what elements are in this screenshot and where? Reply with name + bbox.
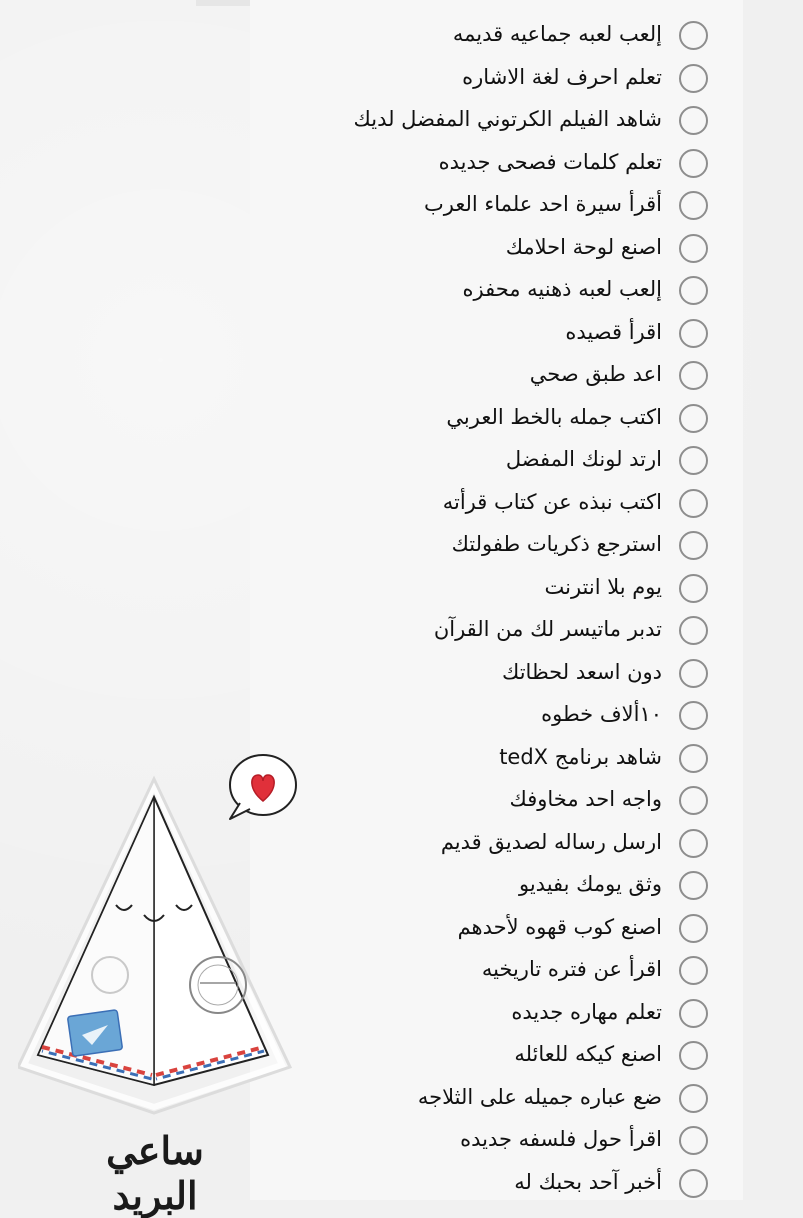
checkbox-circle-icon[interactable]	[679, 786, 708, 815]
checkbox-circle-icon[interactable]	[679, 956, 708, 985]
checklist-item-label: استرجع ذكريات طفولتك	[451, 532, 662, 556]
checkbox-circle-icon[interactable]	[679, 999, 708, 1028]
speech-bubble-icon	[230, 755, 296, 819]
checkbox-circle-icon[interactable]	[679, 276, 708, 305]
checkbox-circle-icon[interactable]	[679, 234, 708, 263]
checkbox-circle-icon[interactable]	[679, 1041, 708, 1070]
checklist-item[interactable]	[250, 696, 710, 739]
checklist-item[interactable]	[250, 314, 710, 357]
checklist-item-label: اصنع كوب قهوه لأحدهم	[457, 914, 662, 939]
checkbox-circle-icon[interactable]	[679, 1126, 708, 1155]
checkbox-circle-icon[interactable]	[679, 489, 708, 518]
checkbox-circle-icon[interactable]	[679, 744, 708, 773]
paper-airplane-icon	[18, 735, 318, 1185]
checklist-item-label: اصنع كيكه للعائله	[514, 1042, 662, 1066]
checklist-item[interactable]	[250, 484, 710, 527]
checkbox-circle-icon[interactable]	[679, 64, 708, 93]
checklist-item-label: يوم بلا انترنت	[544, 574, 662, 599]
checkbox-circle-icon[interactable]	[679, 701, 708, 730]
checklist-item-label: أقرأ سيرة احد علماء العرب	[424, 192, 662, 216]
checklist-item[interactable]	[250, 229, 710, 272]
checklist-item[interactable]	[250, 356, 710, 399]
checklist-item[interactable]	[250, 781, 710, 824]
checklist-item-label: تعلم مهاره جديده	[511, 999, 662, 1024]
checklist-item[interactable]	[250, 994, 710, 1037]
checklist-item-label: أخبر آحد بحبك له	[514, 1169, 662, 1194]
checkbox-circle-icon[interactable]	[679, 319, 708, 348]
checklist-item[interactable]	[250, 866, 710, 909]
checklist-item[interactable]	[250, 399, 710, 442]
checklist	[250, 16, 710, 1206]
checklist-item[interactable]	[250, 1121, 710, 1164]
checklist-item-label: اقرأ حول فلسفه جديده	[460, 1127, 662, 1151]
checklist-item-label: شاهد الفيلم الكرتوني المفضل لديك	[353, 107, 662, 131]
checklist-item[interactable]	[250, 739, 710, 782]
paper-airplane-illustration	[18, 735, 318, 1185]
checklist-item-label: واجه احد مخاوفك	[509, 787, 662, 811]
checklist-item[interactable]	[250, 909, 710, 952]
checkbox-circle-icon[interactable]	[679, 531, 708, 560]
checklist-item[interactable]	[250, 186, 710, 229]
checklist-item-label: ١٠ألاف خطوه	[541, 702, 662, 726]
checkbox-circle-icon[interactable]	[679, 1084, 708, 1113]
checklist-item[interactable]	[250, 144, 710, 187]
checkbox-circle-icon[interactable]	[679, 446, 708, 475]
checklist-item[interactable]	[250, 441, 710, 484]
checkbox-circle-icon[interactable]	[679, 616, 708, 645]
checkbox-circle-icon[interactable]	[679, 829, 708, 858]
checklist-item-label: اكتب نبذه عن كتاب قرأته	[442, 489, 662, 514]
checklist-item[interactable]	[250, 526, 710, 569]
checklist-item[interactable]	[250, 569, 710, 612]
checklist-item[interactable]	[250, 16, 710, 59]
checkbox-circle-icon[interactable]	[679, 191, 708, 220]
checkbox-circle-icon[interactable]	[679, 106, 708, 135]
checklist-item-label: إلعب لعبه ذهنيه محفزه	[462, 277, 662, 301]
checklist-item[interactable]	[250, 1036, 710, 1079]
checklist-item-label: وثق يومك بفيديو	[518, 872, 662, 896]
checkbox-circle-icon[interactable]	[679, 404, 708, 433]
checklist-item-label: شاهد برنامج tedX	[499, 744, 662, 769]
checklist-item[interactable]	[250, 824, 710, 867]
checklist-item-label: تعلم كلمات فصحى جديده	[438, 149, 662, 174]
checklist-item-label: اعد طبق صحي	[529, 362, 662, 386]
checkbox-circle-icon[interactable]	[679, 659, 708, 688]
checkbox-circle-icon[interactable]	[679, 871, 708, 900]
checklist-item[interactable]	[250, 101, 710, 144]
checkbox-circle-icon[interactable]	[679, 149, 708, 178]
checklist-item-label: إلعب لعبه جماعيه قديمه	[452, 22, 662, 46]
checklist-item[interactable]	[250, 1079, 710, 1122]
checklist-item[interactable]	[250, 611, 710, 654]
checklist-item-label: اقرأ قصيده	[565, 319, 662, 344]
checkbox-circle-icon[interactable]	[679, 21, 708, 50]
checkbox-circle-icon[interactable]	[679, 361, 708, 390]
checklist-item-label: ارسل رساله لصديق قديم	[440, 829, 662, 854]
checklist-item-label: اصنع لوحة احلامك	[505, 234, 662, 259]
checklist-item-label: اكتب جمله بالخط العربي	[446, 404, 662, 429]
checkbox-circle-icon[interactable]	[679, 1169, 708, 1198]
checklist-item[interactable]	[250, 271, 710, 314]
checklist-item-label: تدبر ماتيسر لك من القرآن	[433, 617, 662, 641]
checklist-item[interactable]	[250, 951, 710, 994]
checkbox-circle-icon[interactable]	[679, 914, 708, 943]
illustration-caption: ساعي البريد	[106, 1128, 204, 1218]
checklist-item[interactable]	[250, 59, 710, 102]
checklist-item-label: دون اسعد لحظاتك	[502, 659, 662, 684]
checklist-item-label: ارتد لونك المفضل	[505, 447, 662, 471]
checklist-item-label: ضع عباره جميله على الثلاجه	[417, 1084, 662, 1109]
checklist-item[interactable]	[250, 654, 710, 697]
checklist-item-label: اقرأ عن فتره تاريخيه	[481, 957, 662, 981]
checklist-item-label: تعلم احرف لغة الاشاره	[462, 64, 662, 89]
checkbox-circle-icon[interactable]	[679, 574, 708, 603]
